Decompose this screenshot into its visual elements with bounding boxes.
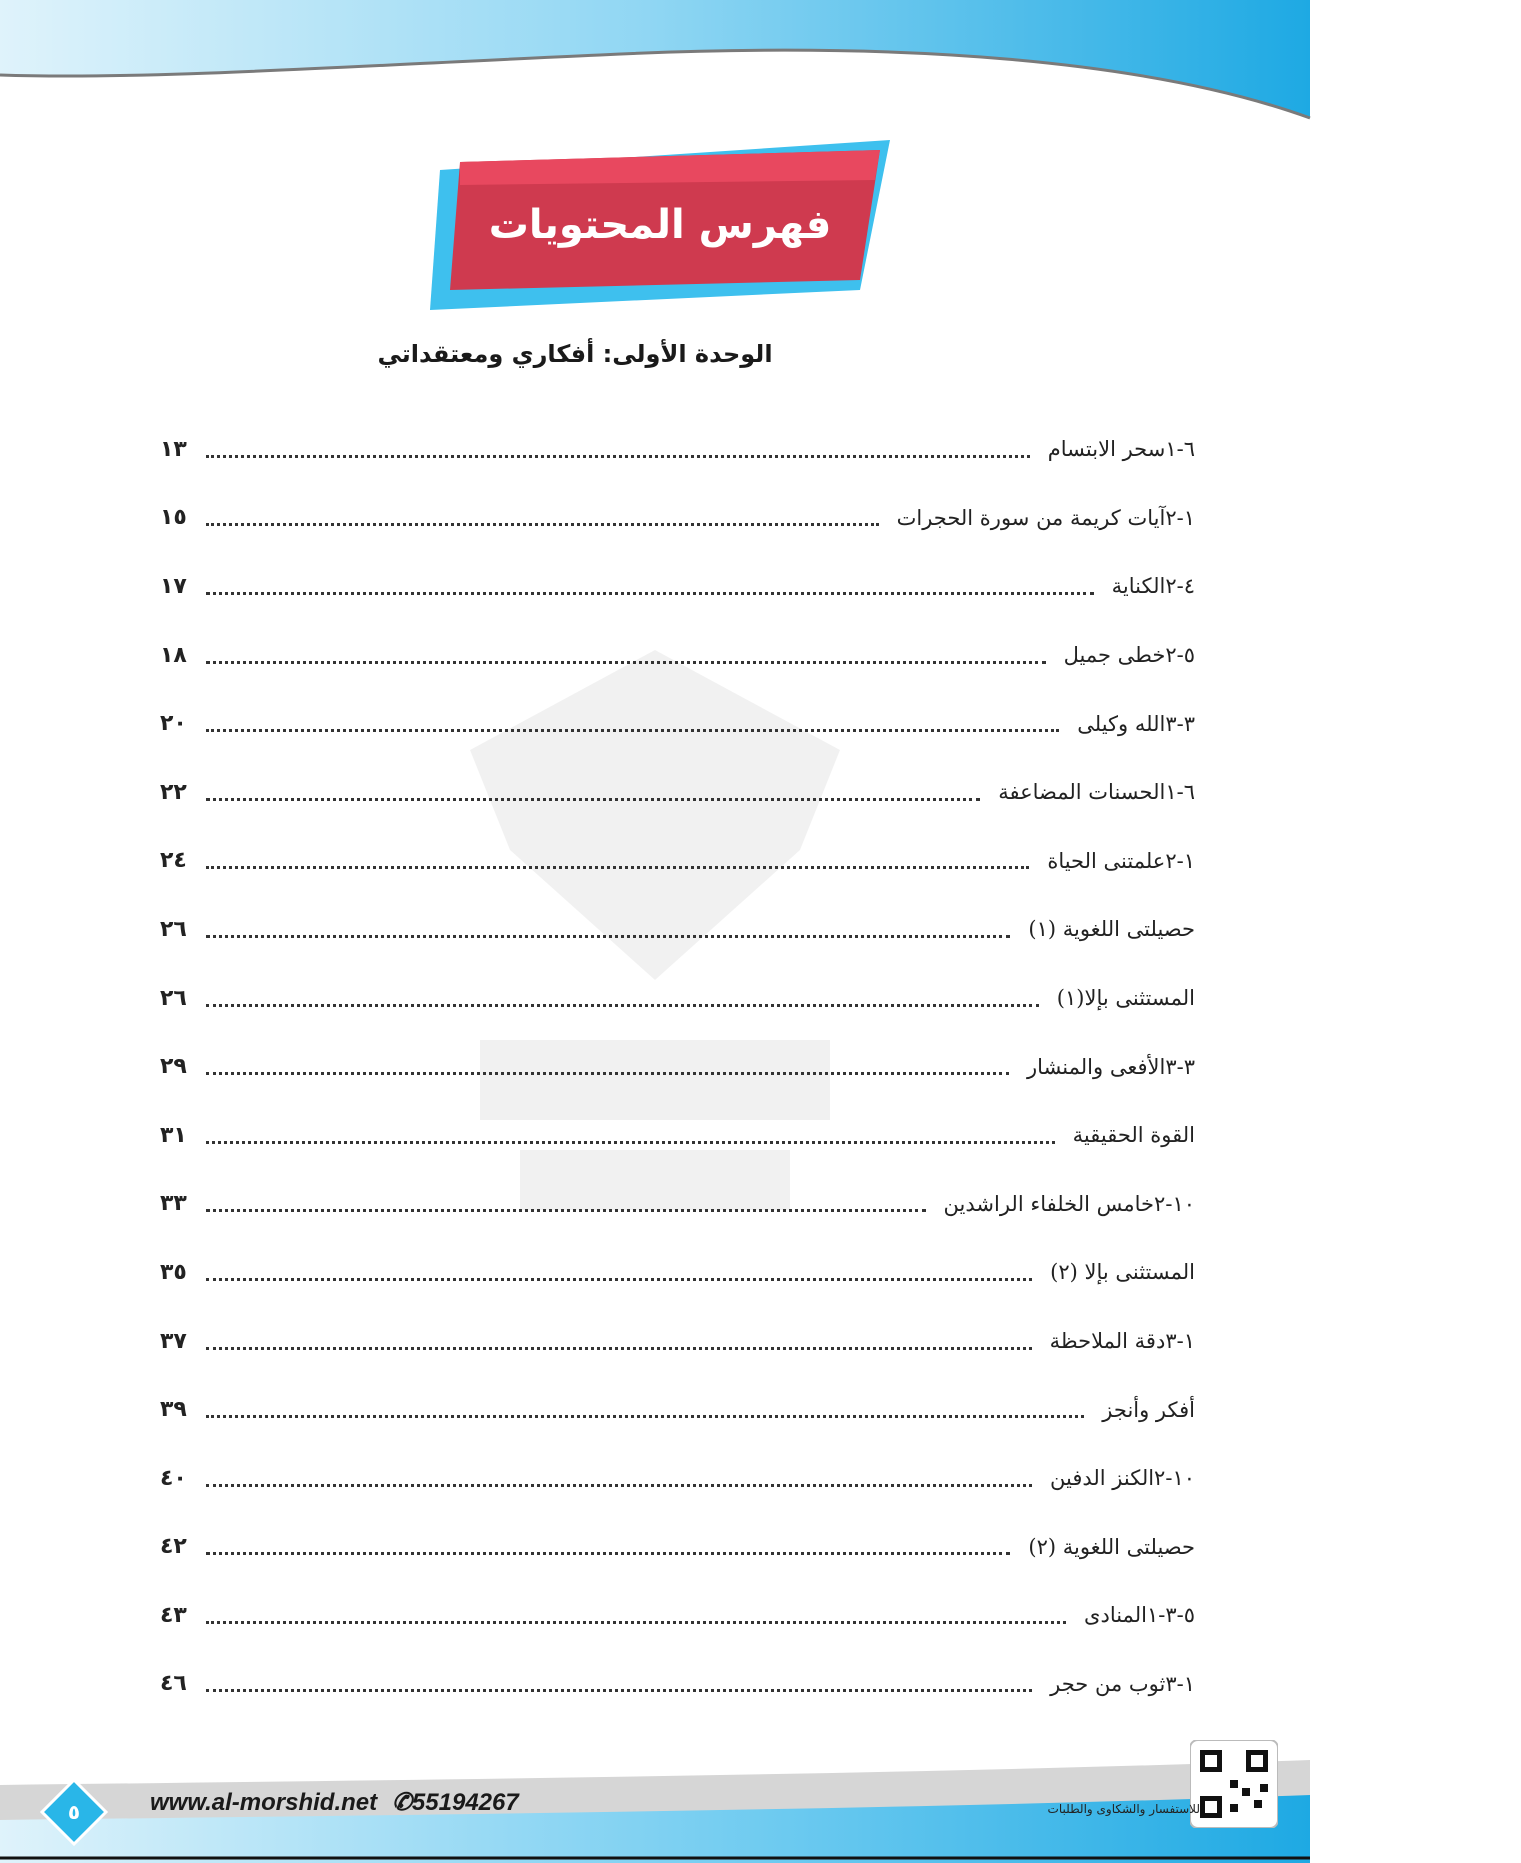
toc-leader-dots [206,1621,1066,1624]
toc-page-number: ٣٥ [160,1259,187,1285]
toc-row[interactable] [160,827,1195,896]
toc-entry-title: أفكر وأنجز [1102,1397,1195,1422]
toc-page-number: ٢٤ [160,848,187,874]
toc-leader-dots [206,1072,1009,1075]
toc-page-number: ٢٢ [160,779,187,805]
toc-row[interactable] [160,758,1195,827]
toc-leader-dots [206,455,1030,458]
toc-row[interactable] [160,1581,1195,1650]
toc-page-number: ٤٣ [160,1602,187,1628]
toc-entry-title: ٦-١الحسنات المضاعفة [998,780,1195,805]
toc-row[interactable] [160,552,1195,621]
title-banner [420,140,900,320]
toc-page-number: ١٣ [160,436,187,462]
toc-page-number: ٢٩ [160,1054,187,1080]
toc-entry-title: ٥-٣-١المنادى [1084,1603,1195,1628]
toc-row[interactable] [160,1238,1195,1307]
toc-leader-dots [206,1415,1084,1418]
toc-row[interactable] [160,689,1195,758]
toc-leader-dots [206,661,1046,664]
toc-leader-dots [206,523,879,526]
toc-entry-title: ٤-٢الكناية [1111,574,1195,599]
toc-page-number: ١٧ [160,573,187,599]
unit-heading: الوحدة الأولى: أفكاري ومعتقداتي [377,340,773,368]
toc-row[interactable] [160,895,1195,964]
toc-row[interactable] [160,1513,1195,1582]
toc-page-number: ٢٦ [160,985,187,1011]
toc-entry-title: المستثنى بإلا(١) [1056,986,1195,1011]
toc-page-number: ٤٠ [160,1465,187,1491]
toc-entry-title: ١-٣دقة الملاحظة [1049,1329,1195,1354]
toc-leader-dots [206,1484,1032,1487]
toc-leader-dots [206,1004,1039,1007]
footer-contact [150,1788,519,1817]
footer-note: للاستفسار والشكاوى والطلبات [1047,1802,1200,1816]
toc-page-number: ٢٠ [160,711,187,737]
toc-entry-title: ١٠-٢الكنز الدفين [1050,1466,1195,1491]
toc-entry-title: ١٠-٢خامس الخلفاء الراشدين [943,1191,1195,1216]
toc-page-number: ٢٦ [160,916,187,942]
toc-row[interactable] [160,621,1195,690]
toc-page-number: ٣٩ [160,1397,187,1423]
toc-leader-dots [206,1141,1055,1144]
toc-page-number: ١٥ [160,505,187,531]
toc-entry-title: ٦-١سحر الابتسام [1047,437,1195,462]
toc-row[interactable] [160,1444,1195,1513]
toc-row[interactable] [160,1650,1195,1719]
toc-entry-title: ١-٣ثوب من حجر [1050,1671,1195,1696]
toc-entry-title: المستثنى بإلا (٢) [1050,1260,1195,1285]
toc-entry-title: ٥-٢خطى جميل [1063,643,1195,668]
table-of-contents [160,415,1195,1718]
page-title: فهرس المحتويات [488,202,832,248]
toc-row[interactable] [160,415,1195,484]
qr-code-icon[interactable] [1190,1740,1278,1828]
top-wave-decoration [0,0,1521,140]
toc-entry-title: حصيلتى اللغوية (٢) [1028,1534,1195,1559]
toc-page-number: ٣٣ [160,1191,187,1217]
toc-leader-dots [206,1347,1032,1350]
toc-row[interactable] [160,964,1195,1033]
phone-icon: ✆ [391,1789,412,1816]
toc-row[interactable] [160,484,1195,553]
toc-row[interactable] [160,1170,1195,1239]
toc-row[interactable] [160,1032,1195,1101]
toc-page-number: ٤٦ [160,1671,187,1697]
toc-leader-dots [206,1552,1010,1555]
toc-row[interactable] [160,1101,1195,1170]
phone-number: 55194267 [411,1789,519,1816]
toc-entry-title: ٣-٣الله وكيلى [1077,711,1195,736]
toc-entry-title: حصيلتى اللغوية (١) [1028,917,1195,942]
toc-leader-dots [206,729,1059,732]
toc-leader-dots [206,1278,1032,1281]
toc-page-number: ٤٢ [160,1534,187,1560]
toc-leader-dots [206,866,1029,869]
toc-page-number: ٣١ [160,1122,187,1148]
toc-row[interactable] [160,1375,1195,1444]
toc-page-number: ٣٧ [160,1328,187,1354]
toc-leader-dots [206,798,980,801]
toc-leader-dots [206,935,1010,938]
page-number: ٥ [67,1800,81,1824]
website-link[interactable]: www.al-morshid.net [150,1789,378,1816]
toc-row[interactable] [160,1307,1195,1376]
toc-entry-title: ١-٢علمتنى الحياة [1047,848,1195,873]
toc-leader-dots [206,1209,926,1212]
toc-entry-title: ١-٢آيات كريمة من سورة الحجرات [896,505,1195,530]
toc-entry-title: القوة الحقيقية [1072,1123,1195,1148]
toc-page-number: ١٨ [160,642,187,668]
toc-leader-dots [206,1689,1032,1692]
toc-leader-dots [206,592,1094,595]
toc-entry-title: ٣-٣الأفعى والمنشار [1027,1054,1195,1079]
